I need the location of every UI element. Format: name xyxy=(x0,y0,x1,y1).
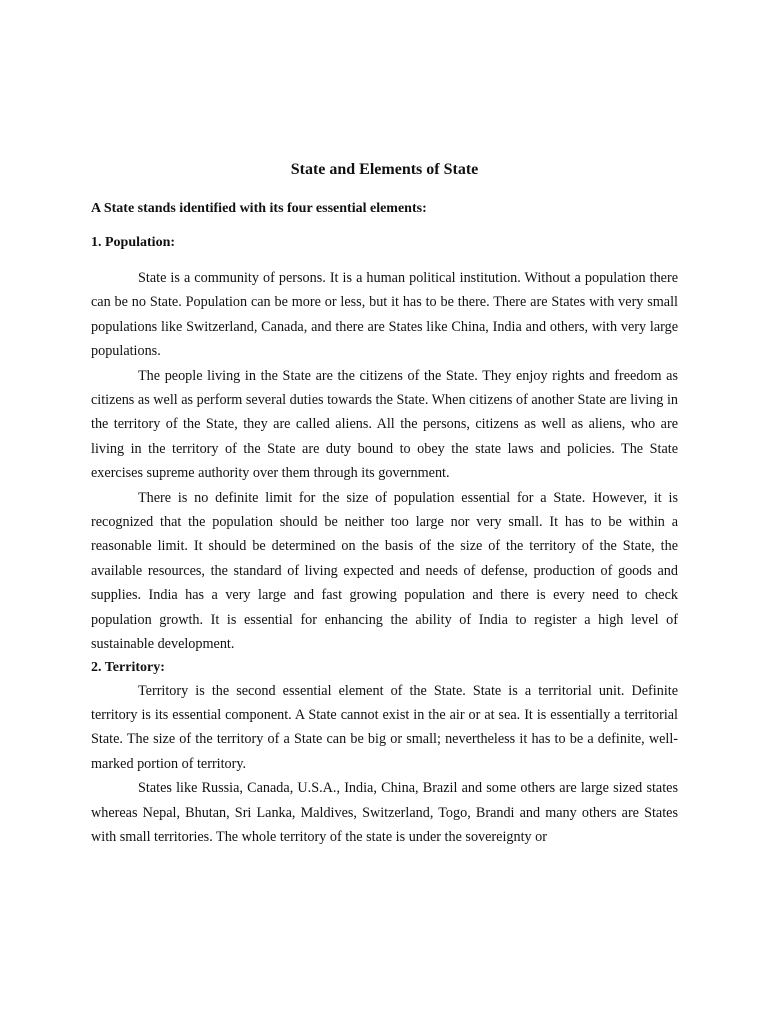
document-body xyxy=(91,158,678,849)
paragraph-population-2: The people living in the State are the citizens of the State. They enjoy rights and freedom as citizens as well as perform several duties towards the State. When citizens of another State are living in the territory of the State, they are called aliens. All the persons, citizens as well as aliens, who are living in the territory of the State are duty bound to obey the state laws and policies. The State exercises supreme authority over them through its government. xyxy=(91,367,678,482)
section-heading-territory: 2. Territory: xyxy=(91,659,165,675)
paragraph-territory-2: States like Russia, Canada, U.S.A., India, China, Brazil and some others are large sized states whereas Nepal, Bhutan, Sri Lanka, Maldives, Switzerland, Togo, Brandi and many others are States with small territories. The whole territory of the state is under the sovereignty or xyxy=(91,780,678,845)
intro-line: A State stands identified with its four essential elements: xyxy=(91,201,427,216)
paragraph-population-1: State is a community of persons. It is a human political institution. Without a population there can be no State. Population can be more or less, but it has to be there. There are States with very small populations like Switzerland, Canada, and there are States like China, India and others, with very large populations. xyxy=(91,270,678,360)
paragraph-territory-1: Territory is the second essential element of the State. State is a territorial unit. Definite territory is its essential component. A State cannot exist in the air or at sea. It is essentially a territorial State. The size of the territory of a State can be big or small; nevertheless it has to be a definite, well-marked portion of territory. xyxy=(91,682,678,772)
paragraph-population-3: There is no definite limit for the size of population essential for a State. However, it is recognized that the population should be neither too large nor very small. It has to be within a reasonable limit. It should be determined on the basis of the size of the territory of the State, the available resources, the standard of living expected and needs of defense, production of goods and supplies. India has a very large and fast growing population and there is every need to check population growth. It is essential for enhancing the ability of India to register a high level of sustainable development. xyxy=(91,489,678,653)
section-heading-population: 1. Population: xyxy=(91,235,176,250)
page-title: State and Elements of State xyxy=(290,161,479,178)
